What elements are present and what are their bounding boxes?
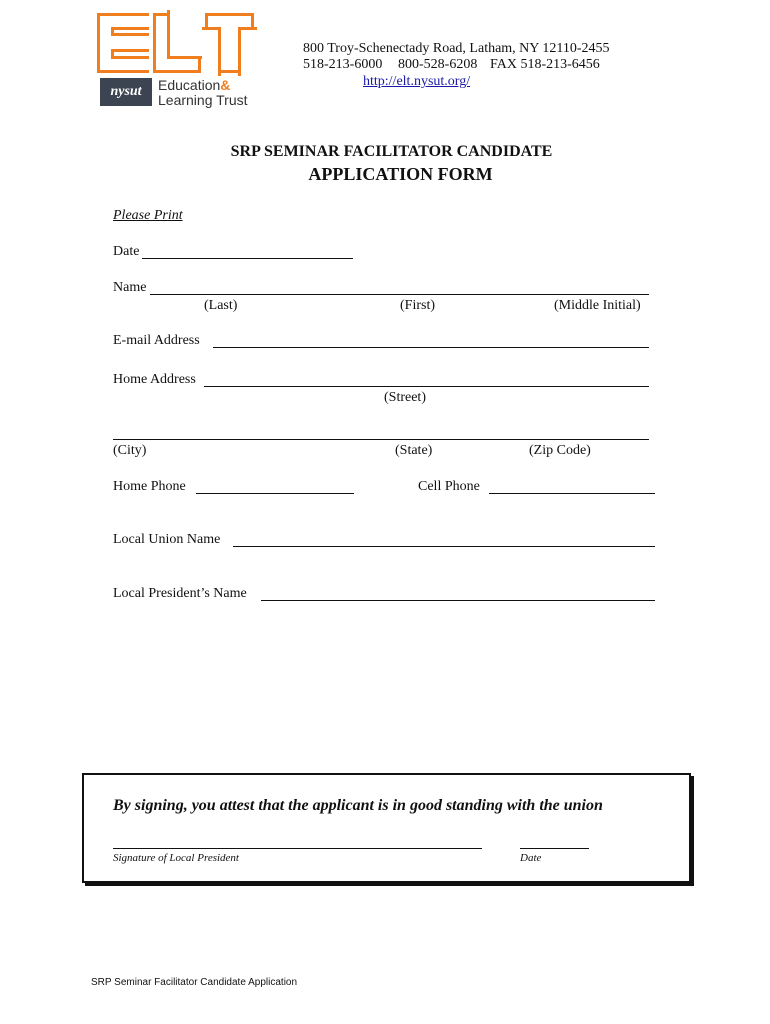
local-union-field[interactable]: [233, 546, 655, 547]
signature-caption: Signature of Local President: [113, 852, 239, 864]
logo-ampersand: &: [220, 77, 231, 93]
nysut-badge: nysut: [100, 78, 152, 106]
home-phone-field[interactable]: [196, 493, 354, 494]
email-field[interactable]: [213, 347, 649, 348]
state-caption: (State): [395, 443, 433, 458]
local-president-field[interactable]: [261, 600, 655, 601]
footer-text: SRP Seminar Facilitator Candidate Application: [91, 977, 298, 988]
city-caption: (City): [113, 443, 147, 458]
date-field[interactable]: [142, 258, 353, 259]
header-fax: FAX 518-213-6456: [490, 57, 600, 72]
street-caption: (Street): [384, 390, 426, 405]
name-label: Name: [113, 280, 147, 295]
zip-caption: (Zip Code): [529, 443, 591, 458]
signature-field[interactable]: [113, 848, 482, 849]
title-line2: APPLICATION FORM: [308, 164, 493, 184]
home-phone-label: Home Phone: [113, 479, 186, 494]
elt-name-line1: Education&: [158, 77, 231, 93]
header-phone2: 800-528-6208: [398, 57, 478, 72]
date-label: Date: [113, 244, 140, 259]
signature-date-caption: Date: [520, 852, 542, 864]
signature-date-field[interactable]: [520, 848, 589, 849]
name-first-caption: (First): [400, 298, 435, 313]
name-field[interactable]: [150, 294, 649, 295]
title-line1: SRP SEMINAR FACILITATOR CANDIDATE: [230, 143, 553, 160]
home-address-label: Home Address: [113, 372, 196, 387]
email-label: E-mail Address: [113, 333, 200, 348]
elt-name-line2: Learning Trust: [158, 92, 248, 108]
local-president-label: Local President’s Name: [113, 586, 247, 601]
attest-statement: By signing, you attest that the applicant is in good standing with the union: [113, 797, 603, 814]
street-field[interactable]: [204, 386, 649, 387]
city-state-zip-field[interactable]: [113, 439, 649, 440]
attest-box: [82, 773, 691, 883]
header-address: 800 Troy-Schenectady Road, Latham, NY 12110-2455: [303, 41, 610, 56]
header-url-link[interactable]: http://elt.nysut.org/: [363, 74, 471, 89]
logo-letter-e: [97, 13, 149, 73]
name-last-caption: (Last): [204, 298, 238, 313]
please-print: Please Print: [113, 208, 183, 223]
header-phone1: 518-213-6000: [303, 57, 383, 72]
cell-phone-label: Cell Phone: [418, 479, 480, 494]
name-middle-caption: (Middle Initial): [554, 298, 641, 313]
local-union-label: Local Union Name: [113, 532, 221, 547]
cell-phone-field[interactable]: [489, 493, 655, 494]
elt-logo-letters: [97, 13, 254, 73]
